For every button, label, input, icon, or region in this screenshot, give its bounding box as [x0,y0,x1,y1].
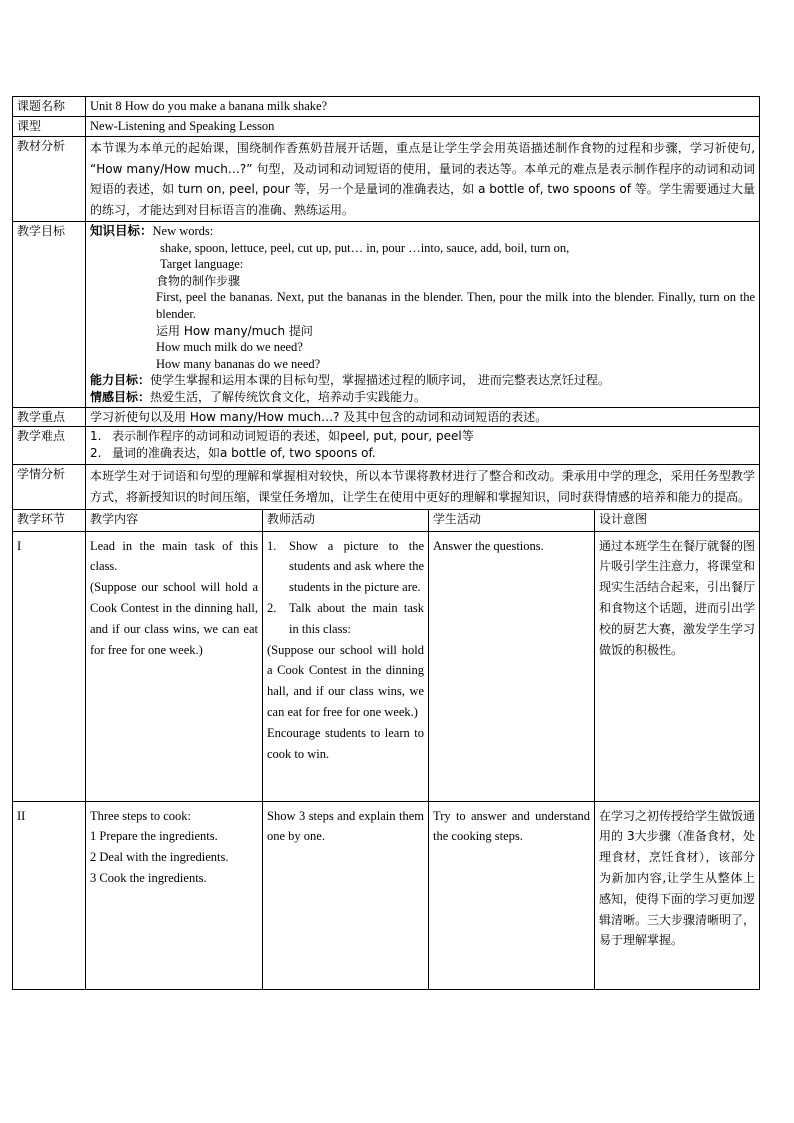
content-line: Three steps to cook: [90,808,192,823]
column-header: 学生活动 [429,509,595,531]
lesson-plan-table [12,96,760,990]
keypoints-label: 教学重点 [13,407,86,426]
objectives-label: 教学目标 [13,222,86,408]
analysis-value: 本节课为本单元的起始课，围绕制作香蕉奶昔展开话题，重点是让学生学会用英语描述制作食物的过程和步骤，学习祈使句, “How many/How much…?” 句型，及动词和动词短语的使用，量词的表达等。本单元的难点是表示制作程序的动词和动词短语的表述，如 turn on, peel, pour 等，另一个是量词的准确表达，如 a bottle of, two spoons of 等。学生需要通过大量的练习，才能达到对目标语言的准确、熟练运用。 [86,137,760,222]
row-analysis [13,137,760,222]
title-label: 课题名称 [13,97,86,117]
column-header: 设计意图 [595,509,760,531]
list-number: 2. [267,600,277,615]
stage-row [13,531,760,801]
learners-label: 学情分析 [13,464,86,509]
stage-number: II [13,801,86,989]
ability-text: 使学生掌握和运用本课的目标句型，掌握描述过程的顺序词， 进而完整表达烹饪过程。 [150,373,610,388]
content-line: 3 Cook the ingredients. [90,870,207,885]
list-item [90,445,755,463]
teacher-line: (Suppose our school will hold a Cook Contest in the dinning hall, and if our class wins, we can eat for free for one week.) [267,642,424,719]
stage-content [86,531,263,801]
type-value: New-Listening and Speaking Lesson [86,117,760,137]
emotion-label: 情感目标： [90,389,151,404]
content-line: 2 Deal with the ingredients. [90,850,229,865]
row-type [13,117,760,137]
column-header: 教学环节 [13,509,86,531]
new-words-label: New words: [152,224,214,238]
list-item [267,536,424,598]
use-label: 运用 How many/much 提问 [156,323,313,338]
row-title [13,97,760,117]
stage-number: I [13,531,86,801]
list-number: 1. [267,538,277,553]
question-many: How many bananas do we need? [156,356,321,371]
list-text: 表示制作程序的动词和动词短语的表述，如peel, put, pour, peel等 [112,428,474,443]
learners-value: 本班学生对于词语和句型的理解和掌握相对较快，所以本节课将教材进行了整合和改动。秉承用中学的理念，采用任务型教学方式，将新授知识的时间压缩，课堂任务增加，让学生在使用中更好的理解和掌握知识，同时获得情感的培养和能力的提高。 [86,464,760,509]
stage-content [86,801,263,989]
title-value: Unit 8 How do you make a banana milk shake? [86,97,760,117]
design-purpose: 在学习之初传授给学生做饭通用的 3大步骤（准备食材，处理食材，烹饪食材），该部分为新加内容,让学生从整体上感知，使得下面的学习更加逻辑清晰。三大步骤清晰明了，易于理解掌握。 [595,801,760,989]
list-item [267,598,424,640]
ability-label: 能力目标： [90,373,151,388]
row-column-headers [13,509,760,531]
analysis-label: 教材分析 [13,137,86,222]
list-number: 1. [90,428,102,443]
steps-label: 食物的制作步骤 [156,273,241,288]
keypoints-value: 学习祈使句以及用 How many/How much…? 及其中包含的动词和动词短语的表述。 [86,407,760,426]
teacher-activity [263,531,429,801]
row-objectives [13,222,760,408]
target-language-label: Target language: [160,257,244,272]
column-header: 教师活动 [263,509,429,531]
objectives-cell [86,222,760,408]
steps-text: First, peel the bananas. Next, put the bananas in the blender. Then, pour the milk into the blender. Finally, turn on the blender. [156,290,756,321]
difficulties-label: 教学难点 [13,426,86,464]
design-purpose: 通过本班学生在餐厅就餐的图片吸引学生注意力，将课堂和现实生活结合起来，引出餐厅和食物这个话题，进而引出学校的厨艺大赛，激发学生学习做饭的积极性。 [595,531,760,801]
row-learners [13,464,760,509]
teacher-activity: Show 3 steps and explain them one by one. [263,801,429,989]
question-much: How much milk do we need? [156,340,303,355]
difficulties-list [86,426,760,464]
row-difficulties [13,426,760,464]
lesson-plan-page [12,96,759,990]
row-keypoints [13,407,760,426]
content-line: Lead in the main task of this class. [90,538,258,574]
new-words-list: shake, spoon, lettuce, peel, cut up, put… in, pour …into, sauce, add, boil, turn on, [160,240,570,255]
list-text: Talk about the main task in this class: [289,600,424,636]
column-header: 教学内容 [86,509,263,531]
content-line: (Suppose our school will hold a Cook Contest in the dinning hall, and if our class wins, we can eat for free for one week.) [90,580,258,657]
list-text: 量词的准确表达，如a bottle of, two spoons of. [112,446,376,461]
list-text: Show a picture to the students and ask where the students in the picture are. [289,538,424,595]
content-line: 1 Prepare the ingredients. [90,829,218,844]
stage-row [13,801,760,989]
knowledge-label: 知识目标： [90,223,153,238]
student-activity: Answer the questions. [429,531,595,801]
list-number: 2. [90,446,102,461]
list-item [90,428,755,446]
student-activity: Try to answer and understand the cooking steps. [429,801,595,989]
type-label: 课型 [13,117,86,137]
emotion-text: 热爱生活，了解传统饮食文化，培养动手实践能力。 [150,389,427,404]
teacher-line: Encourage students to learn to cook to win. [267,725,424,761]
